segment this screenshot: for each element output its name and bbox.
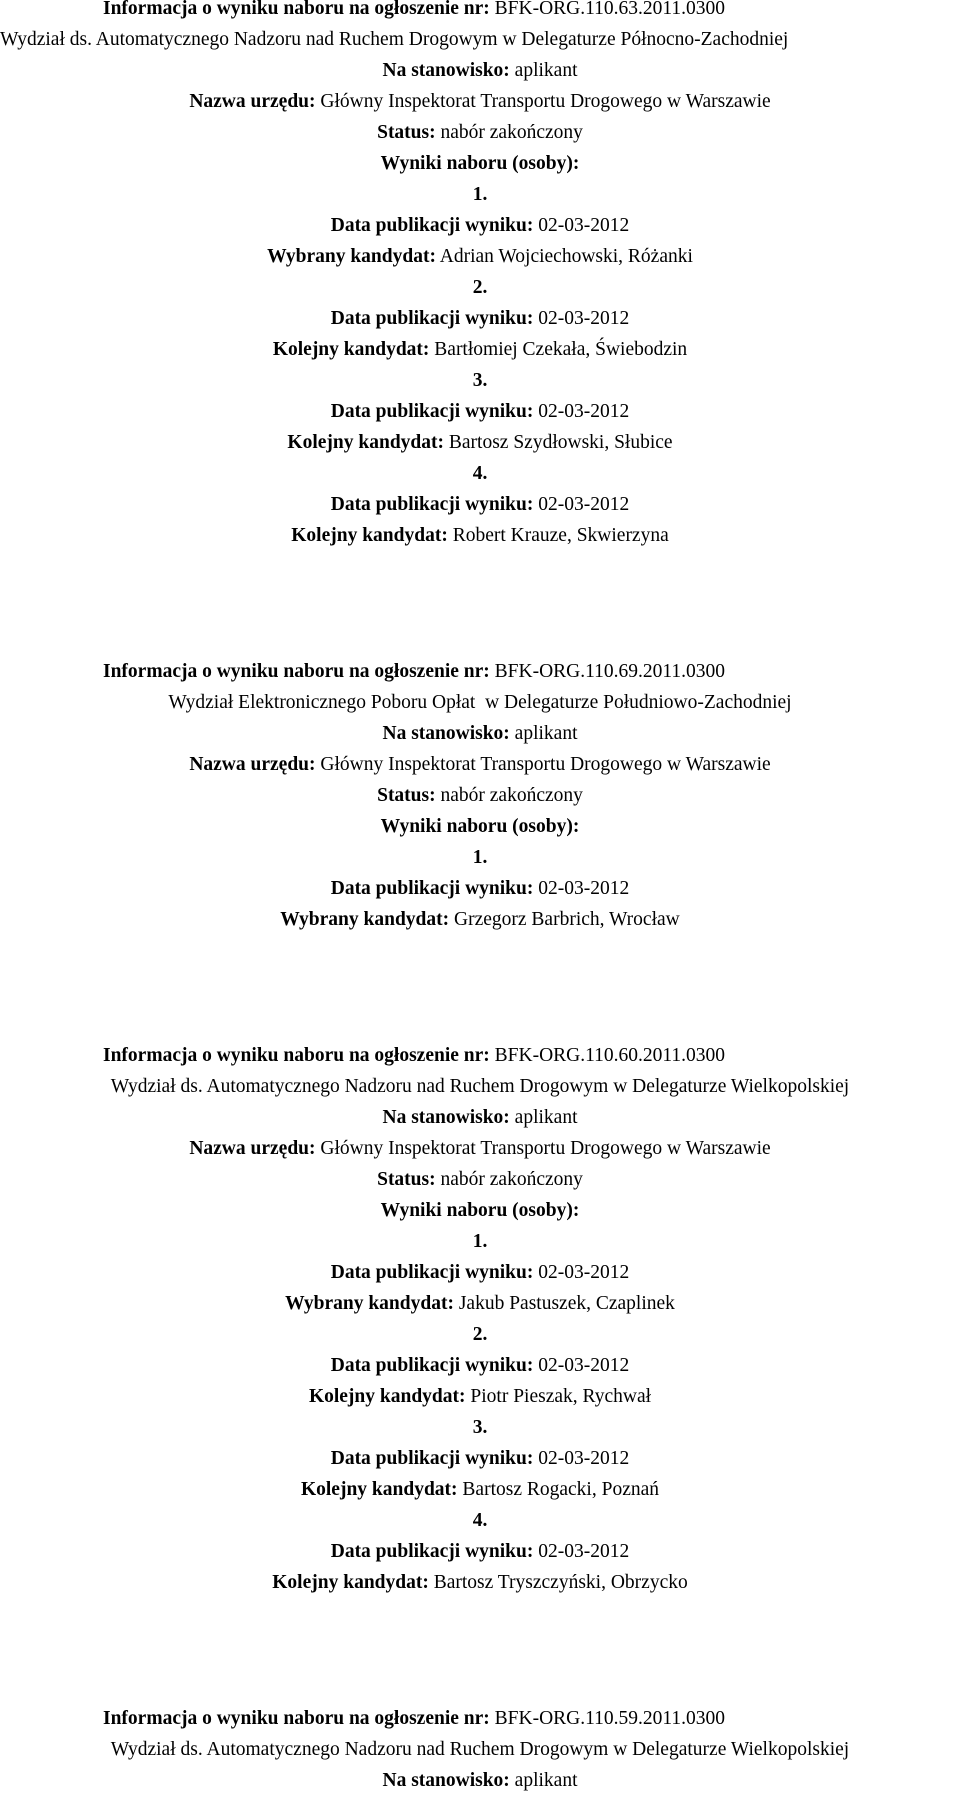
publication-date-label: Data publikacji wyniku: (330, 1541, 534, 1562)
candidate-label: Kolejny kandydat: (300, 1479, 458, 1500)
candidate-line (0, 334, 960, 365)
announcement-number: BFK-ORG.110.63.2011.0300 (494, 0, 726, 19)
office-label: Nazwa urzędu: (189, 91, 316, 112)
publication-date-value: 02-03-2012 (538, 878, 630, 899)
announcement-heading (0, 1703, 960, 1734)
candidate-number: 1. (472, 847, 488, 868)
announcement-label: Informacja o wyniku naboru na ogłoszenie nr: (103, 661, 490, 682)
publication-date-value: 02-03-2012 (538, 1262, 630, 1283)
announcement-heading (0, 1040, 960, 1071)
publication-date-line (0, 1443, 960, 1474)
section-spacer (0, 935, 960, 1040)
candidate-label: Wybrany kandydat: (285, 1293, 454, 1314)
candidate-number: 2. (472, 1324, 488, 1345)
candidate-label: Kolejny kandydat: (291, 525, 448, 546)
announcement-label: Informacja o wyniku naboru na ogłoszenie nr: (103, 1045, 490, 1066)
announcement-heading (0, 656, 960, 687)
candidate-label: Wybrany kandydat: (267, 246, 436, 267)
publication-date-value: 02-03-2012 (538, 1355, 630, 1376)
candidate-number: 3. (472, 1417, 488, 1438)
announcement-section (0, 1703, 960, 1796)
results-heading: Wyniki naboru (osoby): (380, 1200, 580, 1221)
candidate-number: 1. (472, 184, 488, 205)
publication-date-value: 02-03-2012 (538, 1448, 630, 1469)
publication-date-line (0, 396, 960, 427)
office-value: Główny Inspektorat Transportu Drogowego w Warszawie (320, 1138, 771, 1159)
candidate-number: 4. (472, 1510, 488, 1531)
office-label: Nazwa urzędu: (189, 1138, 316, 1159)
publication-date-value: 02-03-2012 (538, 401, 630, 422)
candidate-line (0, 904, 960, 935)
candidate-number: 3. (472, 370, 488, 391)
publication-date-value: 02-03-2012 (538, 1541, 630, 1562)
position-value: aplikant (514, 1770, 578, 1791)
candidate-label: Kolejny kandydat: (308, 1386, 466, 1407)
candidate-line (0, 1474, 960, 1505)
position-label: Na stanowisko: (382, 1107, 510, 1128)
status-value: nabór zakończony (440, 1169, 583, 1190)
announcement-section (0, 0, 960, 551)
announcement-number: BFK-ORG.110.69.2011.0300 (494, 661, 726, 682)
publication-date-label: Data publikacji wyniku: (330, 1448, 534, 1469)
candidate-label: Kolejny kandydat: (272, 339, 430, 360)
department-name: Wydział ds. Automatycznego Nadzoru nad Ruchem Drogowym w Delegaturze Wielkopolskiej (110, 1076, 850, 1097)
publication-date-label: Data publikacji wyniku: (330, 878, 534, 899)
publication-date-label: Data publikacji wyniku: (330, 215, 534, 236)
publication-date-label: Data publikacji wyniku: (330, 401, 534, 422)
candidate-value: Bartosz Rogacki, Poznań (462, 1479, 660, 1500)
candidate-value: Bartosz Szydłowski, Słubice (448, 432, 673, 453)
publication-date-label: Data publikacji wyniku: (330, 1262, 534, 1283)
announcement-section (0, 1040, 960, 1598)
candidate-line (0, 1288, 960, 1319)
section-spacer (0, 1598, 960, 1703)
position-label: Na stanowisko: (382, 1770, 510, 1791)
publication-date-label: Data publikacji wyniku: (330, 308, 534, 329)
announcement-label: Informacja o wyniku naboru na ogłoszenie nr: (103, 1708, 490, 1729)
position-line (0, 1765, 960, 1796)
publication-date-line (0, 303, 960, 334)
announcement-section (0, 656, 960, 935)
candidate-line (0, 520, 960, 551)
announcement-number: BFK-ORG.110.60.2011.0300 (494, 1045, 726, 1066)
results-heading: Wyniki naboru (osoby): (380, 153, 580, 174)
department-name: Wydział ds. Automatycznego Nadzoru nad Ruchem Drogowym w Delegaturze Wielkopolskiej (110, 1739, 850, 1760)
candidate-value: Robert Krauze, Skwierzyna (452, 525, 669, 546)
status-label: Status: (377, 122, 436, 143)
section-spacer (0, 551, 960, 656)
candidate-value: Adrian Wojciechowski, Różanki (439, 246, 693, 267)
office-value: Główny Inspektorat Transportu Drogowego w Warszawie (320, 91, 771, 112)
office-label: Nazwa urzędu: (189, 754, 316, 775)
publication-date-line (0, 489, 960, 520)
candidate-value: Grzegorz Barbrich, Wrocław (454, 909, 680, 930)
status-value: nabór zakończony (440, 785, 583, 806)
office-line (0, 1133, 960, 1164)
candidate-line (0, 241, 960, 272)
publication-date-line (0, 1350, 960, 1381)
candidate-line (0, 1381, 960, 1412)
status-line (0, 780, 960, 811)
candidate-number: 1. (472, 1231, 488, 1252)
candidate-label: Kolejny kandydat: (287, 432, 444, 453)
office-line (0, 749, 960, 780)
publication-date-value: 02-03-2012 (538, 215, 630, 236)
publication-date-line (0, 1257, 960, 1288)
publication-date-line (0, 873, 960, 904)
position-line (0, 718, 960, 749)
status-value: nabór zakończony (440, 122, 583, 143)
candidate-value: Jakub Pastuszek, Czaplinek (458, 1293, 675, 1314)
results-heading: Wyniki naboru (osoby): (380, 816, 580, 837)
announcement-number: BFK-ORG.110.59.2011.0300 (494, 1708, 726, 1729)
publication-date-label: Data publikacji wyniku: (330, 494, 534, 515)
candidate-line (0, 427, 960, 458)
candidate-value: Bartłomiej Czekała, Świebodzin (434, 339, 688, 360)
candidate-line (0, 1567, 960, 1598)
status-label: Status: (377, 785, 436, 806)
publication-date-line (0, 1536, 960, 1567)
candidate-label: Wybrany kandydat: (280, 909, 450, 930)
publication-date-value: 02-03-2012 (538, 494, 630, 515)
position-line (0, 55, 960, 86)
office-line (0, 86, 960, 117)
office-value: Główny Inspektorat Transportu Drogowego w Warszawie (320, 754, 771, 775)
candidate-value: Piotr Pieszak, Rychwał (470, 1386, 652, 1407)
position-value: aplikant (514, 60, 578, 81)
position-label: Na stanowisko: (382, 60, 510, 81)
department-name: Wydział ds. Automatycznego Nadzoru nad Ruchem Drogowym w Delegaturze Północno-Zachodniej (0, 29, 789, 50)
candidate-number: 4. (472, 463, 488, 484)
position-line (0, 1102, 960, 1133)
status-line (0, 1164, 960, 1195)
publication-date-line (0, 210, 960, 241)
position-value: aplikant (514, 1107, 578, 1128)
announcement-label: Informacja o wyniku naboru na ogłoszenie nr: (103, 0, 490, 19)
candidate-label: Kolejny kandydat: (272, 1572, 429, 1593)
status-line (0, 117, 960, 148)
candidate-value: Bartosz Tryszczyński, Obrzycko (433, 1572, 688, 1593)
announcement-heading (0, 0, 960, 24)
publication-date-label: Data publikacji wyniku: (330, 1355, 534, 1376)
status-label: Status: (377, 1169, 436, 1190)
position-label: Na stanowisko: (382, 723, 510, 744)
department-name: Wydział Elektronicznego Poboru Opłat w Delegaturze Południowo-Zachodniej (168, 692, 792, 713)
publication-date-value: 02-03-2012 (538, 308, 630, 329)
candidate-number: 2. (472, 277, 488, 298)
position-value: aplikant (514, 723, 578, 744)
